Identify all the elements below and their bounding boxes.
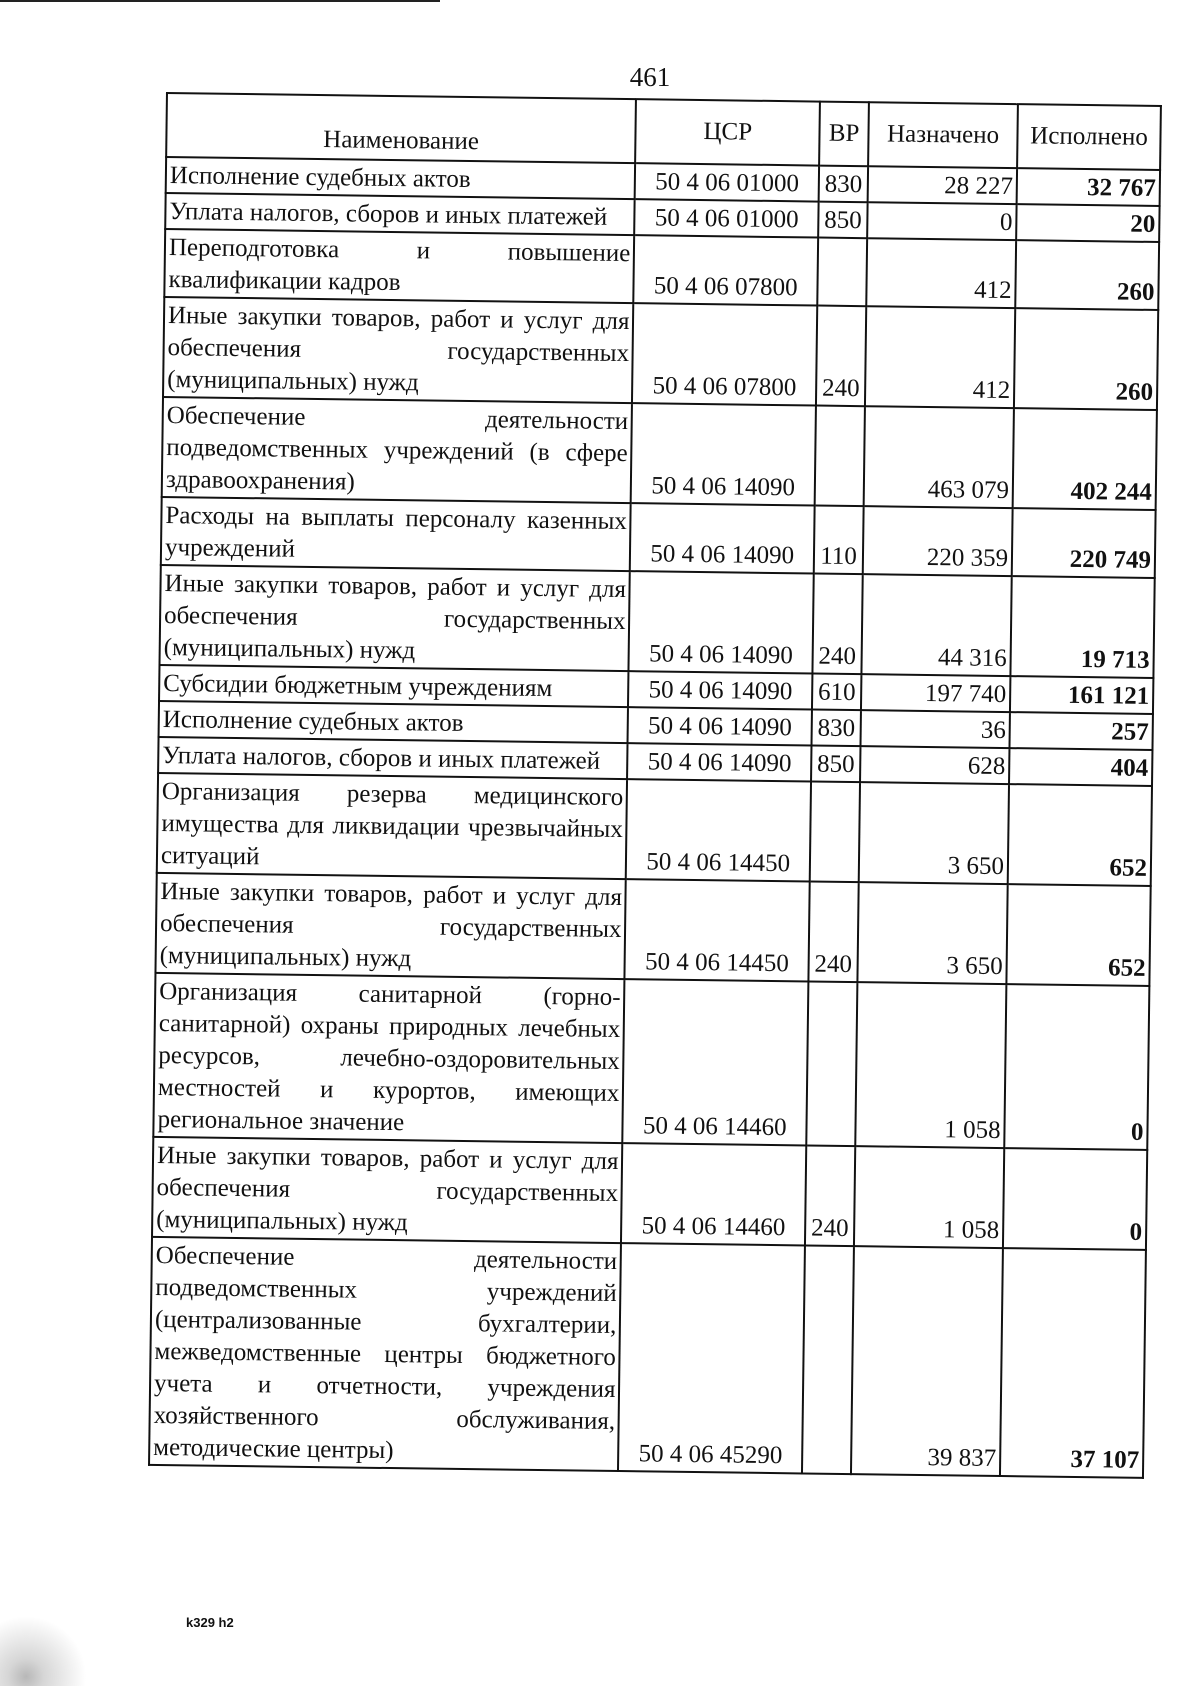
row-name: Иные закупки товаров, работ и услуг для обеспечения государственных (муниципальных) нужд bbox=[163, 297, 634, 403]
row-name: Обеспечение деятельности подведомственных учреждений (централизованные бухгалтерии, межведомственные центры бюджетного учета и отчетности, учреждения хозяйственного обслуживания, методические центры) bbox=[149, 1237, 621, 1471]
row-vr: 240 bbox=[813, 574, 863, 675]
table-row bbox=[162, 397, 1157, 510]
row-planned: 1 058 bbox=[854, 1146, 1004, 1248]
row-planned: 36 bbox=[861, 710, 1010, 748]
row-vr bbox=[802, 1245, 854, 1474]
row-planned: 3 650 bbox=[859, 782, 1009, 884]
row-vr bbox=[817, 238, 867, 307]
footer-code: k329 h2 bbox=[186, 1615, 234, 1630]
header-planned: Назначено bbox=[868, 102, 1018, 168]
row-name: Переподготовка и повышение квалификации кадров bbox=[164, 229, 634, 303]
row-vr: 240 bbox=[816, 306, 866, 407]
row-name: Уплата налогов, сборов и иных платежей bbox=[158, 737, 628, 779]
row-executed: 0 bbox=[1004, 984, 1149, 1150]
row-executed: 404 bbox=[1009, 748, 1152, 786]
row-csr: 50 4 06 14090 bbox=[628, 671, 812, 709]
row-csr: 50 4 06 45290 bbox=[618, 1243, 805, 1473]
row-planned: 412 bbox=[865, 306, 1015, 408]
budget-table bbox=[148, 92, 1162, 1479]
row-csr: 50 4 06 07800 bbox=[634, 235, 819, 305]
row-planned: 44 316 bbox=[862, 574, 1012, 676]
row-csr: 50 4 06 14450 bbox=[626, 779, 811, 881]
row-csr: 50 4 06 14090 bbox=[627, 743, 811, 781]
row-csr: 50 4 06 14090 bbox=[629, 571, 814, 673]
row-executed: 260 bbox=[1014, 308, 1158, 410]
row-csr: 50 4 06 07800 bbox=[632, 303, 817, 405]
row-vr: 610 bbox=[812, 674, 861, 711]
top-rule bbox=[0, 0, 440, 2]
header-name: Наименование bbox=[166, 93, 636, 163]
header-vr: ВР bbox=[819, 102, 869, 167]
row-executed: 652 bbox=[1006, 884, 1150, 986]
row-executed: 161 121 bbox=[1010, 676, 1153, 714]
header-executed: Исполнено bbox=[1017, 104, 1161, 170]
row-name: Обеспечение деятельности подведомственных учреждений (в сфере здравоохранения) bbox=[162, 397, 633, 503]
row-vr: 830 bbox=[812, 710, 861, 747]
row-executed: 20 bbox=[1016, 204, 1159, 242]
row-vr bbox=[810, 782, 860, 883]
row-name: Иные закупки товаров, работ и услуг для обеспечения государственных (муниципальных) нужд bbox=[155, 873, 626, 979]
row-name: Организация санитарной (горно-санитарной) охраны природных лечебных ресурсов, лечебно-оздоровительных местностей и курортов, имеющих региональное значение bbox=[153, 973, 625, 1143]
header-csr: ЦСР bbox=[636, 99, 821, 165]
row-csr: 50 4 06 14090 bbox=[628, 707, 812, 745]
row-name: Иные закупки товаров, работ и услуг для обеспечения государственных (муниципальных) нужд bbox=[152, 1137, 623, 1243]
table-row bbox=[152, 1137, 1147, 1250]
row-executed: 32 767 bbox=[1017, 168, 1160, 206]
row-name: Уплата налогов, сборов и иных платежей bbox=[165, 193, 635, 235]
row-executed: 0 bbox=[1003, 1148, 1147, 1250]
table-row bbox=[163, 297, 1158, 410]
row-executed: 260 bbox=[1015, 240, 1159, 310]
row-name: Расходы на выплаты персоналу казенных учреждений bbox=[161, 497, 631, 571]
table-row bbox=[161, 497, 1156, 578]
row-executed: 19 713 bbox=[1011, 576, 1155, 678]
row-name: Организация резерва медицинского имущества для ликвидации чрезвычайных ситуаций bbox=[157, 773, 628, 879]
row-name: Иные закупки товаров, работ и услуг для обеспечения государственных (муниципальных) нужд bbox=[159, 565, 630, 671]
row-vr: 240 bbox=[805, 1145, 855, 1246]
row-planned: 628 bbox=[860, 746, 1009, 784]
scan-artifact bbox=[0, 1591, 130, 1686]
row-planned: 412 bbox=[866, 238, 1016, 308]
row-csr: 50 4 06 01000 bbox=[635, 199, 819, 237]
row-csr: 50 4 06 14090 bbox=[630, 503, 815, 573]
table-row bbox=[157, 773, 1152, 886]
table-row bbox=[159, 565, 1154, 678]
table-row bbox=[155, 873, 1150, 986]
row-executed: 402 244 bbox=[1013, 408, 1157, 510]
row-planned: 0 bbox=[867, 202, 1016, 240]
row-executed: 257 bbox=[1010, 712, 1153, 750]
page-number: 461 bbox=[629, 62, 671, 92]
row-planned: 39 837 bbox=[851, 1246, 1003, 1476]
table-row bbox=[149, 1237, 1146, 1478]
row-planned: 3 650 bbox=[858, 882, 1008, 984]
row-executed: 652 bbox=[1008, 784, 1152, 886]
row-planned: 1 058 bbox=[855, 982, 1006, 1148]
row-vr: 850 bbox=[818, 202, 867, 239]
row-vr: 240 bbox=[809, 881, 859, 982]
row-csr: 50 4 06 01000 bbox=[635, 163, 819, 201]
row-vr bbox=[806, 981, 857, 1146]
table-row bbox=[153, 973, 1149, 1150]
row-vr: 830 bbox=[819, 166, 868, 203]
table-row bbox=[164, 229, 1159, 310]
row-csr: 50 4 06 14460 bbox=[621, 1143, 806, 1245]
row-csr: 50 4 06 14460 bbox=[623, 979, 809, 1145]
row-name: Субсидии бюджетным учреждениям bbox=[159, 665, 629, 707]
row-planned: 197 740 bbox=[861, 674, 1010, 712]
row-vr bbox=[815, 406, 865, 507]
row-executed: 220 749 bbox=[1012, 508, 1156, 578]
row-vr: 110 bbox=[814, 506, 864, 575]
row-planned: 463 079 bbox=[864, 406, 1014, 508]
row-name: Исполнение судебных актов bbox=[166, 157, 636, 199]
row-csr: 50 4 06 14090 bbox=[631, 403, 816, 505]
row-name: Исполнение судебных актов bbox=[159, 701, 629, 743]
row-vr: 850 bbox=[811, 746, 860, 783]
row-csr: 50 4 06 14450 bbox=[625, 879, 810, 981]
row-executed: 37 107 bbox=[1000, 1248, 1146, 1478]
row-planned: 220 359 bbox=[863, 506, 1013, 576]
row-planned: 28 227 bbox=[868, 166, 1017, 204]
